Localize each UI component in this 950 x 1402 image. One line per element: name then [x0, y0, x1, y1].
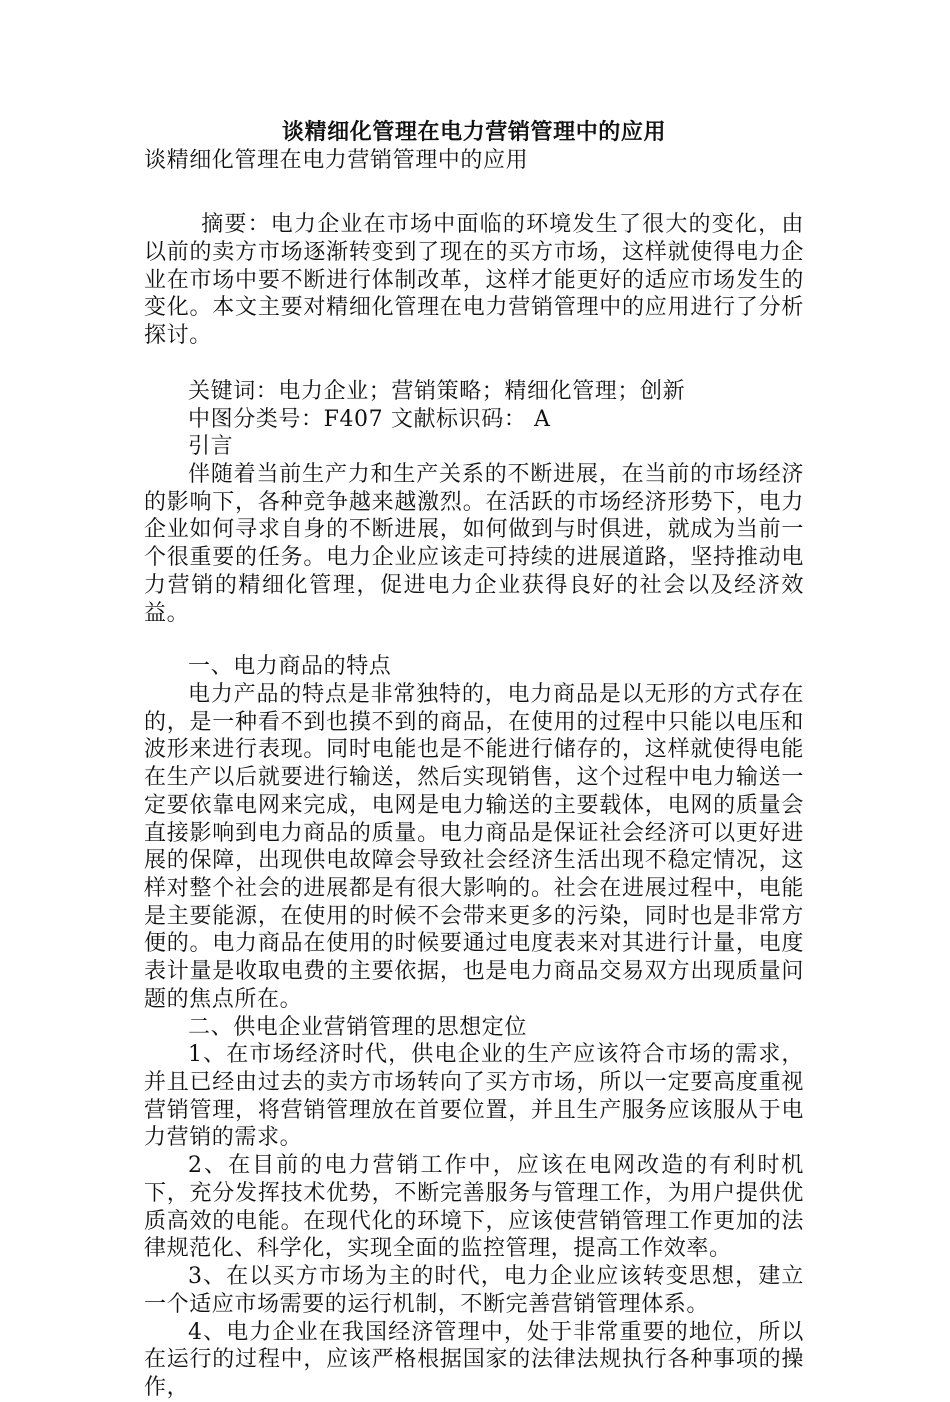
section-2-item-2: 2、在目前的电力营销工作中，应该在电网改造的有利时机下，充分发挥技术优势，不断完善服务与管理工作，为用户提供优质高效的电能。在现代化的环境下，应该使营销管理工作更加的法律规范化、科学化，实现全面的监控管理，提高工作效率。: [144, 1153, 804, 1262]
section-2-item-1: 1、在市场经济时代，供电企业的生产应该符合市场的需求，并且已经由过去的卖方市场转向了买方市场，所以一定要高度重视营销管理，将营销管理放在首要位置，并且生产服务应该服从于电力营销的需求。: [144, 1042, 804, 1151]
spacer: [144, 175, 804, 211]
section-2-item-4: 4、电力企业在我国经济管理中，处于非常重要的地位，所以在运行的过程中，应该严格根据国家的法律法规执行各种事项的操作，: [144, 1319, 804, 1400]
section-2-heading: 二、供电企业营销管理的思想定位: [188, 1014, 528, 1040]
abstract-paragraph: 摘要：电力企业在市场中面临的环境发生了很大的变化，由以前的卖方市场逐渐转变到了现在的买方市场，这样就使得电力企业在市场中要不断进行体制改革，这样才能更好的适应市场发生的变化。本文主要对精细化管理在电力营销管理中的应用进行了分析探讨。: [144, 212, 804, 349]
spacer: [144, 350, 804, 378]
document-subtitle: 谈精细化管理在电力营销管理中的应用: [144, 147, 529, 173]
intro-heading: 引言: [188, 434, 234, 460]
spacer: [144, 627, 804, 653]
document-title: 谈精细化管理在电力营销管理中的应用: [281, 119, 667, 145]
section-2-item-3: 3、在以买方市场为主的时代，电力企业应该转变思想，建立一个适应市场需要的运行机制，不断完善营销管理体系。: [144, 1264, 804, 1317]
classification-line: 中图分类号：F407 文献标识码： A: [188, 406, 551, 432]
intro-paragraph: 伴随着当前生产力和生产关系的不断进展，在当前的市场经济的影响下，各种竞争越来越激烈。在活跃的市场经济形势下，电力企业如何寻求自身的不断进展，如何做到与时俱进，就成为当前一个很重要的任务。电力企业应该走可持续的进展道路，坚持推动电力营销的精细化管理，促进电力企业获得良好的社会以及经济效益。: [144, 461, 804, 626]
section-1-heading: 一、电力商品的特点: [188, 654, 392, 680]
document-body: [144, 118, 804, 1402]
keywords-line: 关键词：电力企业；营销策略；精细化管理；创新: [188, 378, 686, 404]
section-1-paragraph: 电力产品的特点是非常独特的，电力商品是以无形的方式存在的，是一种看不到也摸不到的商品，在使用的过程中只能以电压和波形来进行表现。同时电能也是不能进行储存的，这样就使得电能在生产以后就要进行输送，然后实现销售，这个过程中电力输送一定要依靠电网来完成，电网是电力输送的主要载体，电网的质量会直接影响到电力商品的质量。电力商品是保证社会经济可以更好进展的保障，出现供电故障会导致社会经济生活出现不稳定情况，这样对整个社会的进展都是有很大影响的。社会在进展过程中，电能是主要能源，在使用的时候不会带来更多的污染，同时也是非常方便的。电力商品在使用的时候要通过电度表来对其进行计量，电度表计量是收取电费的主要依据，也是电力商品交易双方出现质量问题的焦点所在。: [144, 681, 804, 1012]
